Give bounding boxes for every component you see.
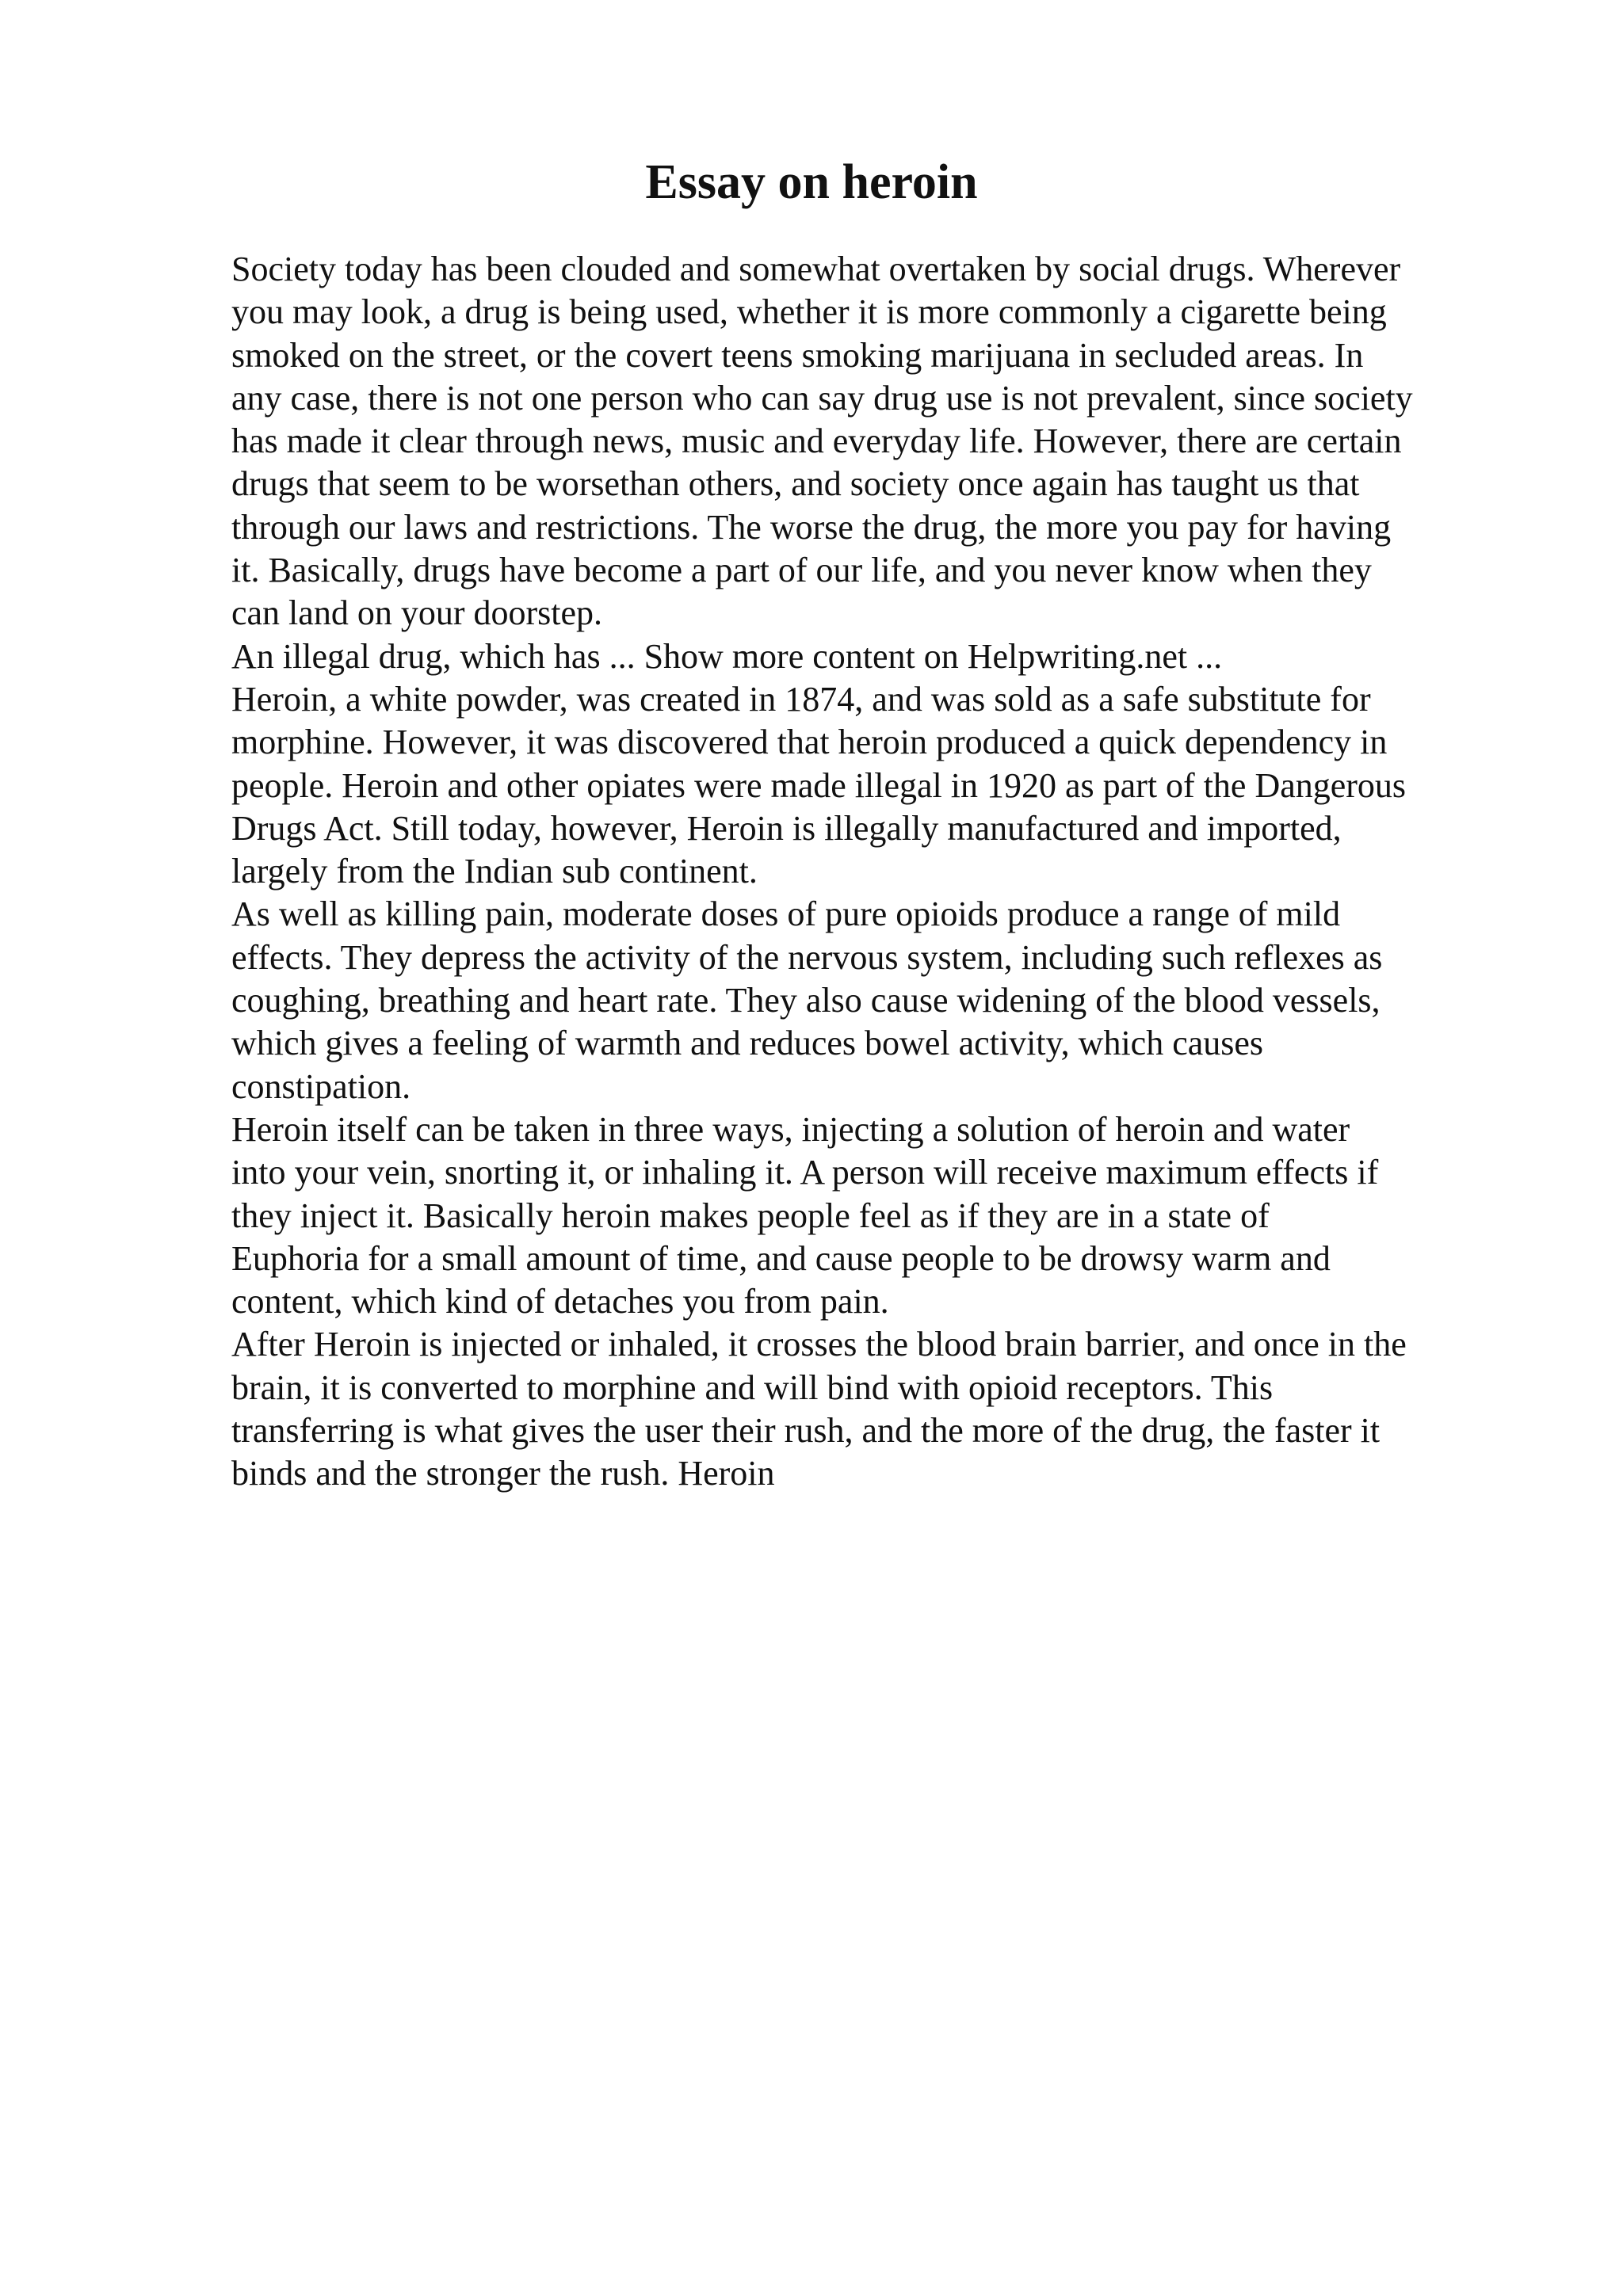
text-line: has made it clear through news, music and everyday life. However, there are certain [231, 421, 1402, 461]
text-line: people. Heroin and other opiates were made illegal in 1920 as part of the Dangerous [231, 765, 1407, 805]
text-line: into your vein, snorting it, or inhaling it. A person will receive maximum effects if [231, 1153, 1379, 1192]
text-line: Society today has been clouded and somewhat overtaken by social drugs. Wherever [231, 250, 1401, 288]
text-line: transferring is what gives the user their rush, and the more of the drug, the faster it [231, 1411, 1381, 1451]
text-line: After Heroin is injected or inhaled, it crosses the blood brain barrier, and once in the [231, 1325, 1407, 1364]
text-line: which gives a feeling of warmth and reduces bowel activity, which causes [231, 1024, 1264, 1063]
text-line: it. Basically, drugs have become a part of our life, and you never know when they [231, 551, 1372, 590]
text-line: morphine. However, it was discovered that heroin produced a quick dependency in [231, 723, 1388, 762]
document-title: Essay on heroin [645, 155, 978, 209]
text-line: Euphoria for a small amount of time, and cause people to be drowsy warm and [231, 1238, 1331, 1278]
text-line: content, which kind of detaches you from pain. [231, 1282, 889, 1322]
text-line: drugs that seem to be worsethan others, and society once again has taught us that [231, 464, 1360, 504]
text-line: constipation. [231, 1066, 411, 1106]
text-line: through our laws and restrictions. The worse the drug, the more you pay for having [231, 507, 1392, 547]
text-line: effects. They depress the activity of the nervous system, including such reflexes as [231, 937, 1383, 977]
text-line: As well as killing pain, moderate doses of pure opioids produce a range of mild [231, 894, 1341, 934]
text-line: largely from the Indian sub continent. [231, 852, 758, 891]
text-line: Heroin itself can be taken in three ways, injecting a solution of heroin and water [231, 1109, 1350, 1149]
text-line: binds and the stronger the rush. Heroin [231, 1454, 775, 1493]
text-line: brain, it is converted to morphine and will bind with opioid receptors. This [231, 1367, 1274, 1407]
text-line: any case, there is not one person who can say drug use is not prevalent, since society [231, 378, 1413, 418]
text-line: coughing, breathing and heart rate. They also cause widening of the blood vessels, [231, 981, 1381, 1020]
text-line: they inject it. Basically heroin makes people feel as if they are in a state of [231, 1196, 1270, 1235]
text-line: Heroin, a white powder, was created in 1874, and was sold as a safe substitute for [231, 679, 1371, 719]
text-line: An illegal drug, which has ... Show more content on Helpwriting.net ... [231, 636, 1223, 676]
text-line: Drugs Act. Still today, however, Heroin is illegally manufactured and imported, [231, 808, 1342, 848]
text-line: can land on your doorstep. [231, 593, 602, 633]
text-line: you may look, a drug is being used, whether it is more commonly a cigarette being [231, 292, 1387, 332]
text-line: smoked on the street, or the covert teens smoking marijuana in secluded areas. In [231, 335, 1364, 375]
essay-body [231, 248, 1515, 1496]
